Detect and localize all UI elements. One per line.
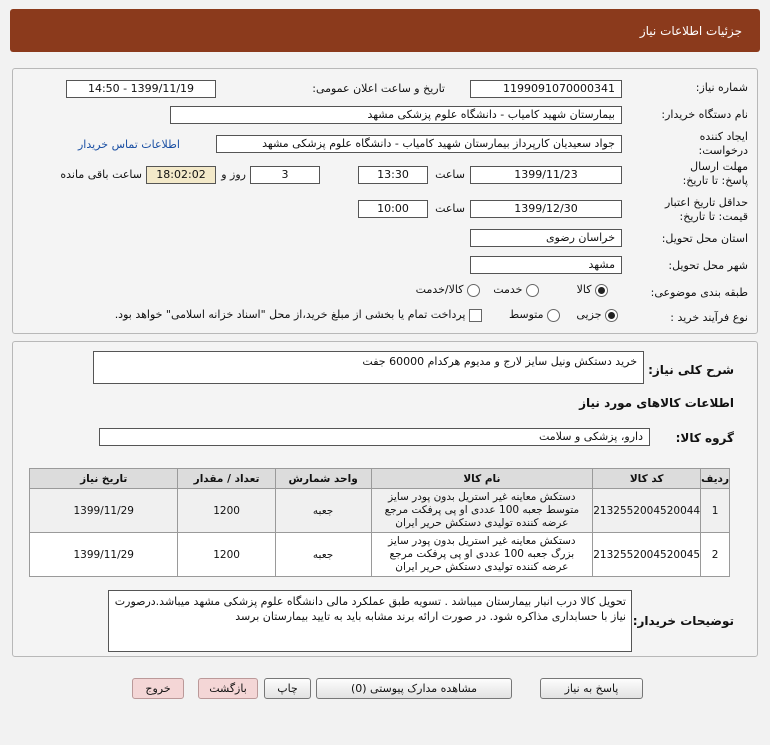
column-header-quantity: تعداد / مقدار — [178, 469, 275, 489]
column-header-code: کد کالا — [593, 469, 701, 489]
item-need-date-cell: 1399/11/29 — [30, 533, 178, 577]
province-field: خراسان رضوی — [470, 229, 622, 247]
creator-label: ایجاد کننده درخواست: — [698, 130, 748, 157]
summary-text: خرید دستکش ونیل سایز لارج و مدیوم هرکدام 60000 جفت — [362, 355, 637, 368]
column-header-name: نام کالا — [371, 469, 593, 489]
summary-label: شرح کلی نیاز: — [648, 363, 734, 377]
item-quantity-cell: 1200 — [178, 533, 275, 577]
days-label: روز و — [221, 168, 246, 181]
buyer-contact-link[interactable]: اطلاعات تماس خریدار — [78, 138, 180, 151]
process-option-medium-label: متوسط — [508, 308, 544, 321]
process-option-small[interactable] — [576, 308, 618, 322]
buyer-org-field: بیمارستان شهید کامیاب - دانشگاه علوم پزشکی مشهد — [170, 106, 622, 124]
checkbox-icon[interactable] — [469, 309, 482, 322]
need-number-label: شماره نیاز: — [695, 81, 748, 94]
item-name-cell: دستکش معاینه غیر استریل بدون پودر سایز متوسط جعبه 100 عددی او پی پرفکت مرجع عرضه کننده تولیدی دستکش حریر ایران — [371, 489, 593, 533]
radio-empty-icon[interactable] — [547, 309, 560, 322]
page-title: جزئیات اطلاعات نیاز — [639, 24, 742, 38]
summary-field — [93, 351, 644, 384]
exit-button[interactable]: خروج — [132, 678, 184, 699]
goods-group-field: دارو، پزشکی و سلامت — [99, 428, 650, 446]
radio-empty-icon[interactable] — [526, 284, 539, 297]
print-button[interactable]: چاپ — [264, 678, 311, 699]
category-option-goods-service-label: کالا/خدمت — [415, 283, 464, 296]
category-option-goods-service[interactable] — [416, 283, 480, 297]
category-option-goods[interactable] — [577, 283, 608, 297]
goods-group-label: گروه کالا: — [675, 431, 734, 445]
item-quantity-cell: 1200 — [178, 489, 275, 533]
treasury-payment-label: پرداخت تمام یا بخشی از مبلغ خرید،از محل "اسناد خزانه اسلامی" خواهد بود. — [114, 308, 466, 321]
radio-empty-icon[interactable] — [467, 284, 480, 297]
table-row[interactable] — [30, 489, 730, 533]
item-code-cell: 2132552004520045 — [593, 533, 701, 577]
row-number-cell: 2 — [701, 533, 730, 577]
buyer-notes-field — [108, 590, 632, 652]
days-remaining-field: 3 — [250, 166, 320, 184]
time-remaining-label: ساعت باقی مانده — [60, 168, 142, 181]
category-option-goods-label: کالا — [576, 283, 592, 296]
column-header-row-number: ردیف — [701, 469, 730, 489]
table-header-row — [30, 469, 730, 489]
radio-selected-icon[interactable] — [605, 309, 618, 322]
city-field: مشهد — [470, 256, 622, 274]
announce-datetime-label: تاریخ و ساعت اعلان عمومی: — [312, 82, 445, 95]
process-option-small-label: جزیی — [576, 308, 602, 321]
process-type-label: نوع فرآیند خرید : — [670, 311, 748, 324]
category-option-service-label: خدمت — [493, 283, 523, 296]
item-need-date-cell: 1399/11/29 — [30, 489, 178, 533]
city-label: شهر محل تحویل: — [668, 259, 748, 272]
treasury-payment-option[interactable] — [115, 308, 482, 322]
goods-info-heading: اطلاعات کالاهای مورد نیاز — [579, 396, 734, 410]
province-label: استان محل تحویل: — [661, 232, 748, 245]
send-date-field: 1399/11/23 — [470, 166, 622, 184]
send-time-label: ساعت — [435, 168, 465, 181]
page-header — [10, 9, 760, 52]
buyer-org-label: نام دستگاه خریدار: — [661, 108, 748, 121]
process-option-medium[interactable] — [509, 308, 560, 322]
validity-time-label: ساعت — [435, 202, 465, 215]
validity-date-field: 1399/12/30 — [470, 200, 622, 218]
goods-table — [29, 468, 730, 577]
back-button[interactable]: بازگشت — [198, 678, 258, 699]
column-header-unit: واحد شمارش — [275, 469, 371, 489]
send-time-field: 13:30 — [358, 166, 428, 184]
send-deadline-label: مهلت ارسال پاسخ: تا تاریخ: — [682, 160, 748, 187]
validity-time-field: 10:00 — [358, 200, 428, 218]
buyer-notes-label: توضیحات خریدار: — [632, 614, 734, 628]
validity-label: حداقل تاریخ اعتبار قیمت: تا تاریخ: — [664, 196, 748, 223]
column-header-need-date: تاریخ نیاز — [30, 469, 178, 489]
category-option-service[interactable] — [493, 283, 539, 297]
item-unit-cell: جعبه — [275, 489, 371, 533]
reply-button[interactable]: پاسخ به نیاز — [540, 678, 643, 699]
item-unit-cell: جعبه — [275, 533, 371, 577]
radio-selected-icon[interactable] — [595, 284, 608, 297]
buyer-notes-text: تحویل کالا درب انبار بیمارستان میباشد . تسویه طبق عملکرد مالی دانشگاه علوم پزشکی مشهد میباشد.درصورت نیاز با حسابداری مذاکره شود. در صورت ارائه برند مشابه باید به تایید بیمارستان برسد — [114, 595, 626, 623]
category-label: طبقه بندی موضوعی: — [650, 286, 748, 299]
item-name-cell: دستکش معاینه غیر استریل بدون پودر سایز بزرگ جعبه 100 عددی او پی پرفکت مرجع عرضه کننده تولیدی دستکش حریر ایران — [371, 533, 593, 577]
item-code-cell: 2132552004520044 — [593, 489, 701, 533]
creator-field: جواد سعیدیان کارپرداز بیمارستان شهید کامیاب - دانشگاه علوم پزشکی مشهد — [216, 135, 622, 153]
announce-datetime-field: 1399/11/19 - 14:50 — [66, 80, 216, 98]
table-row[interactable] — [30, 533, 730, 577]
need-number-field: 1199091070000341 — [470, 80, 622, 98]
time-remaining-field: 18:02:02 — [146, 166, 216, 184]
view-attachments-button[interactable]: مشاهده مدارک پیوستی (0) — [316, 678, 512, 699]
row-number-cell: 1 — [701, 489, 730, 533]
